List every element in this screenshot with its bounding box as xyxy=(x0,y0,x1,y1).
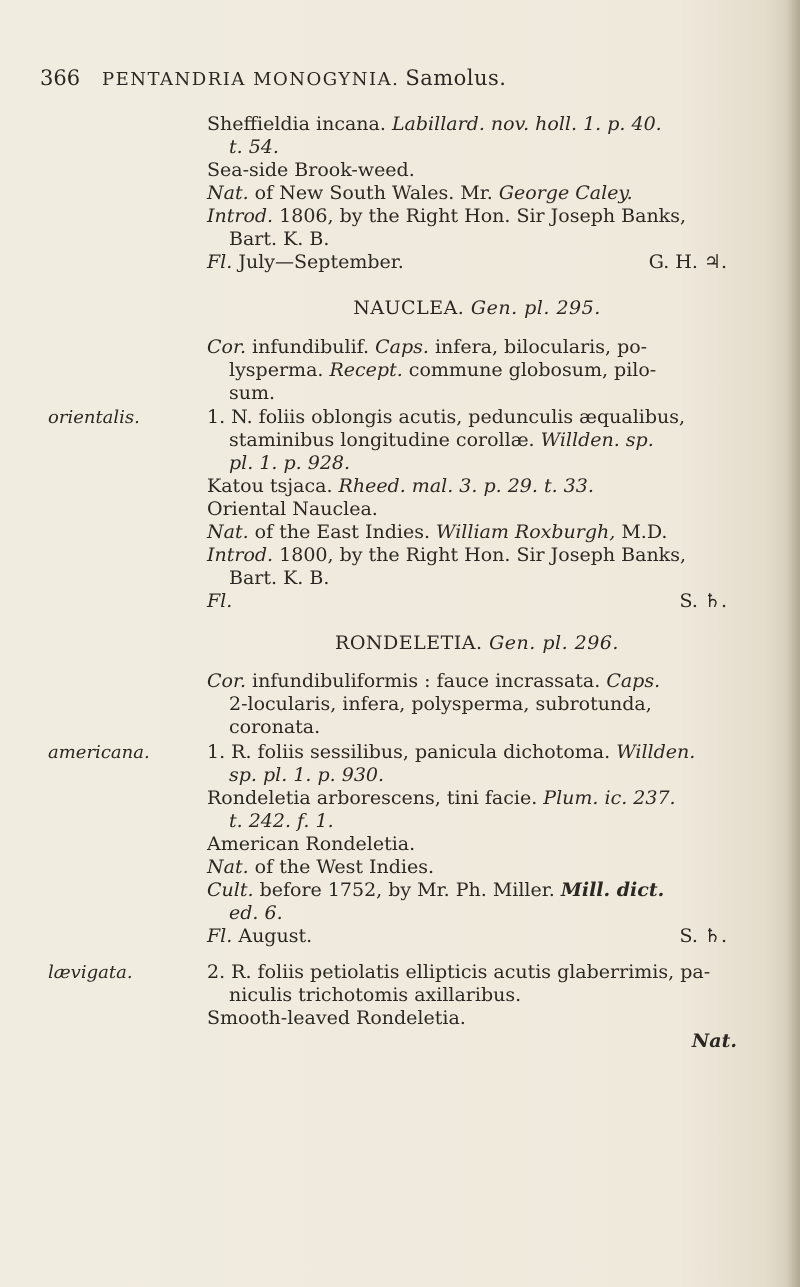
genus-description-nauclea xyxy=(207,336,747,405)
entry-line xyxy=(207,359,747,382)
nat-text: of the East Indies. xyxy=(248,521,437,543)
introd-text: 1806, by the Right Hon. Sir Joseph Banks, xyxy=(273,205,686,227)
common-name: Sea-side Brook-weed. xyxy=(207,159,415,181)
entry-line xyxy=(207,787,747,810)
nat-text: of New South Wales. Mr. xyxy=(248,182,499,204)
entry-line: niculis trichotomis axillaribus. xyxy=(229,984,522,1006)
nat-text: of the West Indies. xyxy=(248,856,435,878)
entry-line xyxy=(207,452,747,475)
collector-name: George Caley. xyxy=(498,182,633,204)
entry-line: ed. 6. xyxy=(229,902,283,924)
entry-line: Bart. K. B. xyxy=(229,567,330,589)
desc-text: lysperma. xyxy=(229,359,330,381)
desc-text: staminibus longitudine corollæ. xyxy=(229,429,541,451)
margin-species-name: americana. xyxy=(48,742,150,763)
genus-description-rondeletia xyxy=(207,670,747,739)
cor-label: Cor. xyxy=(207,336,247,358)
reference: sp. pl. xyxy=(229,764,288,786)
fl-text: July—September. xyxy=(232,251,404,273)
caps-label: Caps. xyxy=(606,670,661,692)
reference-tail: 1. p. 930. xyxy=(287,764,385,786)
genus-title: RONDELETIA. xyxy=(335,632,483,654)
flowering-line xyxy=(207,590,747,613)
flowering-line xyxy=(207,925,747,948)
entry-line: 2. R. foliis petiolatis ellipticis acutis glaberrimis, pa- xyxy=(207,961,711,983)
entry-line xyxy=(207,521,747,544)
margin-species-name: orientalis. xyxy=(48,407,140,428)
introd-text: 1800, by the Right Hon. Sir Joseph Banks, xyxy=(273,544,686,566)
nat-label: Nat. xyxy=(207,856,249,878)
reference-tail: 3. p. 29. t. 33. xyxy=(453,475,594,497)
reference-tail: 237. xyxy=(627,787,676,809)
genus-heading-nauclea xyxy=(207,297,747,319)
entry-line: Bart. K. B. xyxy=(229,228,330,250)
nat-label: Nat. xyxy=(207,521,249,543)
entry-line: sum. xyxy=(229,382,276,404)
catchword-line xyxy=(207,1030,747,1053)
entry-line: 1. N. foliis oblongis acutis, pedunculis æqualibus, xyxy=(207,406,686,428)
synonym: Katou tsjaca. xyxy=(207,475,339,497)
running-head-genus: Samolus. xyxy=(405,66,507,90)
genus-heading-rondeletia xyxy=(207,632,747,654)
caps-text: infera, bilocularis, po- xyxy=(428,336,648,358)
fl-label: Fl. xyxy=(207,251,233,273)
margin-species-name: lævigata. xyxy=(48,962,133,983)
caps-label: Caps. xyxy=(375,336,429,358)
entry-line xyxy=(207,764,747,787)
running-header xyxy=(40,66,720,96)
reference: Labillard. nov. holl. xyxy=(391,113,578,135)
page-edge-shadow xyxy=(786,0,800,1287)
recept-text: commune globosum, pilo- xyxy=(402,359,657,381)
habitat-symbol: S. ♄. xyxy=(679,590,727,612)
fl-label: Fl. xyxy=(207,590,233,612)
entry-line: 2-locularis, infera, polysperma, subrotunda, xyxy=(229,693,652,715)
reference: Plum. ic. xyxy=(543,787,628,809)
running-head-title: PENTANDRIA MONOGYNIA. xyxy=(102,69,400,90)
reference-tail: 1. p. 40. xyxy=(577,113,662,135)
recept-label: Recept. xyxy=(329,359,403,381)
cor-text: infundibulif. xyxy=(246,336,376,358)
genus-title: NAUCLEA. xyxy=(353,297,465,319)
entry-line xyxy=(207,182,747,205)
entry-line xyxy=(207,879,747,902)
entry-line: coronata. xyxy=(229,716,321,738)
reference: Mill. dict. xyxy=(560,879,665,901)
collector-name: William Roxburgh, xyxy=(436,521,616,543)
entry-line xyxy=(207,670,747,693)
genus-reference: Gen. pl. 296. xyxy=(489,632,619,654)
common-name: American Rondeletia. xyxy=(207,833,416,855)
habitat-symbol: S. ♄. xyxy=(679,925,727,947)
cult-text: before 1752, by Mr. Ph. Miller. xyxy=(253,879,561,901)
introd-label: Introd. xyxy=(207,205,274,227)
nat-label: Nat. xyxy=(207,182,249,204)
entry-line xyxy=(207,475,747,498)
entry-line xyxy=(207,856,747,879)
common-name: Smooth-leaved Rondeletia. xyxy=(207,1007,466,1029)
genus-reference: Gen. pl. 295. xyxy=(470,297,601,319)
reference: Rheed. mal. xyxy=(338,475,454,497)
entry-line: t. 242. f. 1. xyxy=(229,810,334,832)
entry-line xyxy=(207,544,747,567)
common-name: Oriental Nauclea. xyxy=(207,498,378,520)
flowering-line xyxy=(207,251,747,274)
entry-sheffieldia xyxy=(207,113,747,274)
reference: Willden. xyxy=(616,741,696,763)
species-entry-orientalis xyxy=(207,406,747,613)
species-name: Sheffieldia incana. xyxy=(207,113,392,135)
synonym: Rondeletia arborescens, tini facie. xyxy=(207,787,544,809)
entry-line: t. 54. xyxy=(229,136,279,158)
cult-label: Cult. xyxy=(207,879,254,901)
fl-label: Fl. xyxy=(207,925,233,947)
page-number: 366 xyxy=(40,66,81,90)
running-head xyxy=(102,66,506,90)
entry-line xyxy=(207,336,747,359)
entry-line xyxy=(207,205,747,228)
habitat-symbol: G. H. ♃. xyxy=(648,251,727,273)
reference-tail: 1. p. 928. xyxy=(253,452,351,474)
desc-text: 1. R. foliis sessilibus, panicula dichotoma. xyxy=(207,741,617,763)
cor-label: Cor. xyxy=(207,670,247,692)
fl-text: August. xyxy=(232,925,313,947)
species-entry-americana xyxy=(207,741,747,948)
species-entry-laevigata xyxy=(207,961,747,1053)
entry-line xyxy=(207,429,747,452)
reference: pl. xyxy=(229,452,254,474)
introd-label: Introd. xyxy=(207,544,274,566)
catchword: Nat. xyxy=(691,1030,737,1052)
entry-line xyxy=(207,113,747,136)
cor-text: infundibuliformis : fauce incrassata. xyxy=(246,670,607,692)
collector-title: M.D. xyxy=(615,521,668,543)
entry-line xyxy=(207,741,747,764)
reference: Willden. sp. xyxy=(540,429,654,451)
